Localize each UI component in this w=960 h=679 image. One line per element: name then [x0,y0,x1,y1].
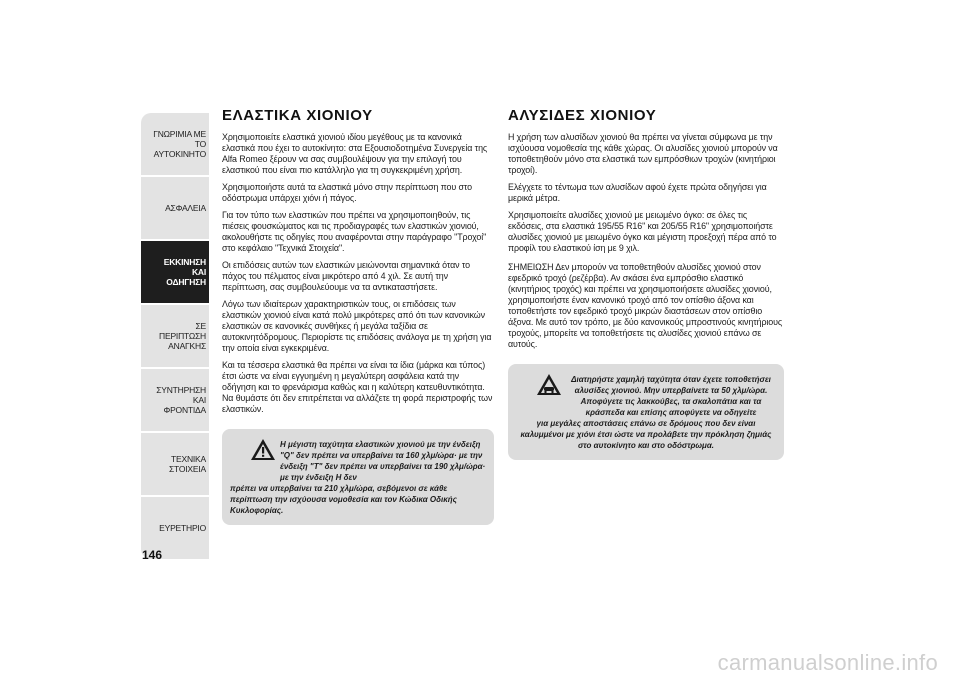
chapter-tab-getting-to-know[interactable] [141,113,209,175]
section-title: ΕΛΑΣΤΙΚΑ ΧΙΟΝΙΟΥ [222,107,373,124]
chapter-tab-label: ΤΕΧΝΙΚΑ ΣΤΟΙΧΕΙΑ [168,454,206,474]
chapter-tab-technical-data[interactable] [141,433,209,495]
paragraph: Και τα τέσσερα ελαστικά θα πρέπει να είναι τα ίδια (μάρκα και τύπος) έτσι ώστε να είναι εγγυημένη η μεγαλύτερη ασφάλεια κατά την οδήγηση και το φρενάρισμα καθώς και η καλύτερη κατευθυντικότητα. Να θυμάστε ότι δεν επιτρέπεται να αλλάζετε τη φορά περιστροφής των ελαστικών. [222,360,493,414]
snow-chains-section [508,107,784,460]
chapter-tab-label: ΕΚΚΙΝΗΣΗ ΚΑΙ ΟΔΗΓΗΣΗ [163,257,206,287]
paragraph: ΣΗΜΕΙΩΣΗ Δεν μπορούν να τοποθετηθούν αλυσίδες χιονιού στον εφεδρικό τροχό (ρεζέρβα). Αν σκάσει ένα εμπρόσθιο ελαστικό (κινητήριος τροχός) και πρέπει να χρησιμοποιήσετε αλυσίδες χιονιού, χρησιμοποιήστε έναν κανονικό τροχό από τον οπίσθιο άξονα και τοποθετήστε τον εφεδρικό τροχό μικρών διαστάσεων στον οπίσθιο άξονα. Με αυτό τον τρόπο, με δύο κανονικούς μπροστινούς κινητήριους τροχούς, μπορείτε να τοποθετήσετε τις αλυσίδες χιονιού επάνω σε αυτούς. [508,262,783,349]
chapter-tab-label: ΣΕ ΠΕΡΙΠΤΩΣΗ ΑΝΑΓΚΗΣ [159,321,206,351]
warning-box [508,364,784,460]
warning-box [222,429,494,525]
chapter-tab-label: ΓΝΩΡΙΜΙΑ ΜΕ ΤΟ ΑΥΤΟΚΙΝΗΤΟ [153,129,206,159]
tire-chain-warning-icon [536,373,562,396]
warning-text: για μεγάλες αποστάσεις επάνω σε δρόμους που δεν είναι καλυμμένοι με χιόνι έτσι ώστε να προλάβετε την πρόκληση ζημιάς στο αυτοκίνητο και στο οδόστρωμα. [520,419,772,450]
chapter-tab-label: ΕΥΡΕΤΗΡΙΟ [159,523,206,533]
paragraph: Χρησιμοποιήστε αυτά τα ελαστικά μόνο στην περίπτωση που στο οδόστρωμα υπάρχει χιόνι ή πάγος. [222,182,473,203]
chapter-tab-safety[interactable] [141,177,209,239]
warning-text: Διατηρήστε χαμηλή ταχύτητα όταν έχετε τοποθετήσει αλυσίδες χιονιού. Μην υπερβαίνετε τα 50 χλμ/ώρα. Αποφύγετε τις λακκούβες, τα σκαλοπάτια και τα κράσπεδα και επίσης αποφύγετε να οδηγείτε [571,375,771,417]
paragraph: Χρησιμοποιείτε ελαστικά χιονιού ιδίου μεγέθους με τα κανονικά ελαστικά που έχει το αυτοκίνητο: στα Εξουσιοδοτημένα Συνεργεία της Alfa Romeo ξέρουν να σας συμβουλέψουν για την επιλογή του ελαστικού που είναι πιο κατάλληλο για τη συγκεκριμένη χρήση. [222,132,488,175]
paragraph: Ελέγχετε το τέντωμα των αλυσίδων αφού έχετε πρώτα οδηγήσει για μερικά μέτρα. [508,182,767,203]
section-title: ΑΛΥΣΙΔΕΣ ΧΙΟΝΙΟΥ [508,107,657,124]
chapter-tab-label: ΣΥΝΤΗΡΗΣΗ ΚΑΙ ΦΡΟΝΤΙΔΑ [156,385,206,415]
paragraph: Η χρήση των αλυσίδων χιονιού θα πρέπει να γίνεται σύμφωνα με την ισχύουσα νομοθεσία της κάθε χώρας. Οι αλυσίδες χιονιού μπορούν να τοποθετηθούν μόνο στα ελαστικά των εμπρόσθιων τροχών (κινητήριοι τροχοί). [508,132,778,175]
paragraph: Χρησιμοποιείτε αλυσίδες χιονιού με μειωμένο όγκο: σε όλες τις εκδόσεις, στα ελαστικά 195/55 R16" και 205/55 R16" χρησιμοποιήστε αλυσίδες χιονιού με μειωμένο όγκο και μέγιστη προεξοχή πέρα από το προφίλ του ελαστικού ίση με 9 χιλ. [508,210,777,253]
paragraph: Λόγω των ιδιαίτερων χαρακτηριστικών τους, οι επιδόσεις των ελαστικών χιονιού είναι κατά πολύ μικρότερες από ότι των κανονικών ελαστικών σε κανονικές συνθήκες ή μεγάλα ταξίδια σε αυτοκινητόδρομους. Περιορίστε τις επιδόσεις ανάλογα με τη χρήση για την οποία είναι εγκεκριμένα. [222,299,492,353]
page-number: 146 [142,548,163,562]
warning-text: Η μέγιστη ταχύτητα ελαστικών χιονιού με την ένδειξη "Q" δεν πρέπει να υπερβαίνει τα 160 χλμ/ώρα· με την ένδειξη "T" δεν πρέπει να υπερβαίνει τα 190 χλμ/ώρα· με την ένδειξη H δεν [280,440,486,482]
snow-tyres-section [222,107,494,525]
paragraph: Οι επιδόσεις αυτών των ελαστικών μειώνονται σημαντικά όταν το πάχος του πέλματος είναι μικρότερο από 4 χιλ. Σε αυτή την περίπτωση, σας συμβουλεύουμε να τα αντικαταστήσετε. [222,260,471,292]
chapter-tab-emergency[interactable] [141,305,209,367]
paragraph: Για τον τύπο των ελαστικών που πρέπει να χρησιμοποιηθούν, τις πιέσεις φουσκώματος και τις προδιαγραφές των ελαστικών χιονιού, ακολουθήστε τις οδηγίες που αναφέρονται στην παράγραφο "Τροχοί" στο κεφάλαιο "Τεχνικά Στοιχεία". [222,210,487,253]
chapter-tab-starting-driving[interactable] [141,241,209,303]
watermark: carmanualsonline.info [717,650,938,675]
warning-triangle-icon [250,438,276,461]
chapter-tab-maintenance[interactable] [141,369,209,431]
chapter-tab-label: ΑΣΦΑΛΕΙΑ [165,203,206,213]
warning-text: πρέπει να υπερβαίνει τα 210 χλμ/ώρα, σεβόμενοι σε κάθε περίπτωση την ισχύουσα νομοθεσία και τον Κώδικα Οδικής Κυκλοφορίας. [230,484,457,515]
